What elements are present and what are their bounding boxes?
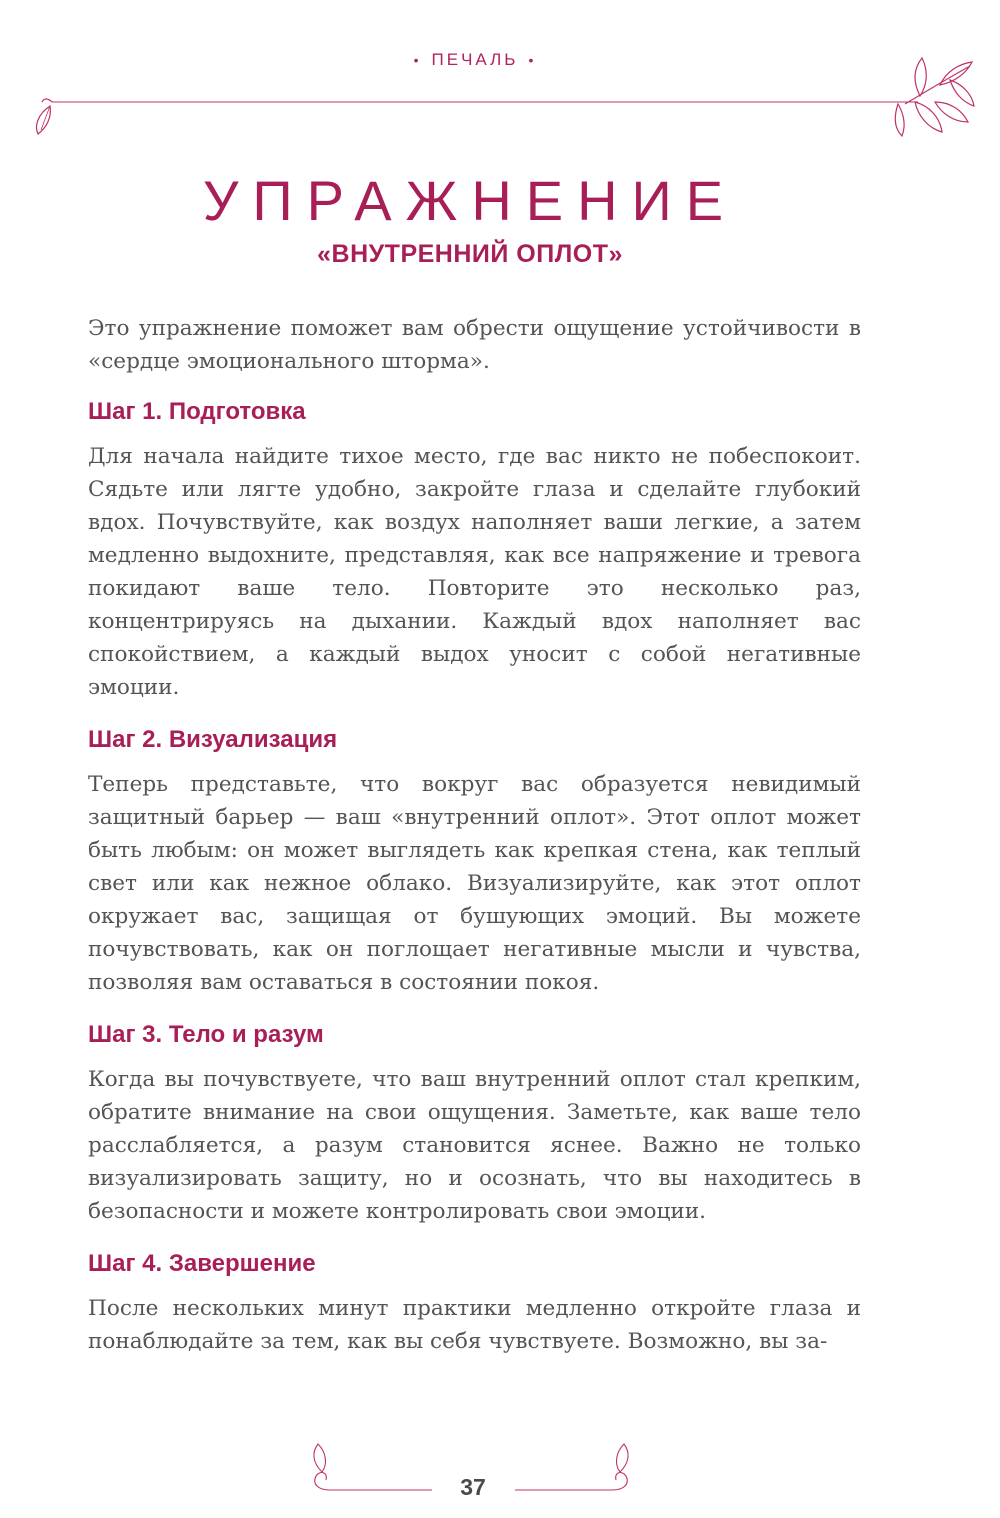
step-2	[88, 726, 861, 999]
leaf-icon	[895, 104, 904, 136]
leaf-icon	[915, 58, 926, 96]
step-text: Когда вы почувствуете, что ваш внутренний оплот стал крепким, обратите внимание на свои ощущения. Заметьте, как ваше тело расслабляется, а разум становится яснее. Важно не только визуализировать защиту, но и осознать, что вы находитесь в безопасности и можете контролировать свои эмоции.	[88, 1067, 861, 1224]
intro-paragraph: Это упражнение поможет вам обрести ощущение устойчивости в «сердце эмоционального шторма».	[88, 316, 861, 374]
step-heading: Шаг 2. Визуализация	[88, 726, 338, 753]
step-text: Теперь представьте, что вокруг вас образуется невидимый защитный барьер — ваш «внутренний оплот». Этот оплот может быть любым: он может выглядеть как крепкая стена, как теплый свет или как нежное облако. Визуализируйте, как этот оплот окружает вас, защищая от бушующих эмоций. Вы можете почувствовать, как он поглощает негативные мысли и чувства, позволяя вам оставаться в состоянии покоя.	[88, 772, 861, 995]
page-number: 37	[460, 1474, 486, 1500]
step-4	[88, 1250, 861, 1358]
step-text: После нескольких минут практики медленно откройте глаза и понаблюдайте за тем, как вы себя чувствуете. Возможно, вы за-	[88, 1296, 861, 1354]
page-content	[88, 312, 861, 1358]
section-label: ПЕЧАЛЬ	[431, 50, 519, 69]
step-heading: Шаг 4. Завершение	[88, 1250, 316, 1277]
step-3	[88, 1021, 861, 1228]
header-dot-left: •	[413, 52, 422, 68]
exercise-title: УПРАЖНЕНИЕ	[202, 169, 738, 232]
header-ornament	[0, 40, 1000, 150]
step-heading: Шаг 3. Тело и разум	[88, 1021, 324, 1048]
leaf-icon	[617, 1444, 629, 1472]
step-text: Для начала найдите тихое место, где вас никто не побеспокоит. Сядьте или лягте удобно, закройте глаза и сделайте глубокий вдох. Почувствуйте, как воздух наполняет ваши легкие, а затем медленно выдохните, представляя, как все напряжение и тревога покидают ваше тело. Повторите это несколько раз, концентрируясь на дыхании. Каждый вдох наполняет вас спокойствием, а каждый выдох уносит с собой негативные эмоции.	[88, 444, 861, 700]
leaf-icon	[935, 102, 968, 122]
leaf-icon	[314, 1444, 326, 1472]
header-dot-right: •	[528, 52, 537, 68]
leaf-icon	[950, 80, 974, 106]
exercise-subtitle: «ВНУТРЕННИЙ ОПЛОТ»	[317, 240, 623, 268]
step-1	[88, 398, 861, 704]
step-heading: Шаг 1. Подготовка	[88, 398, 306, 425]
